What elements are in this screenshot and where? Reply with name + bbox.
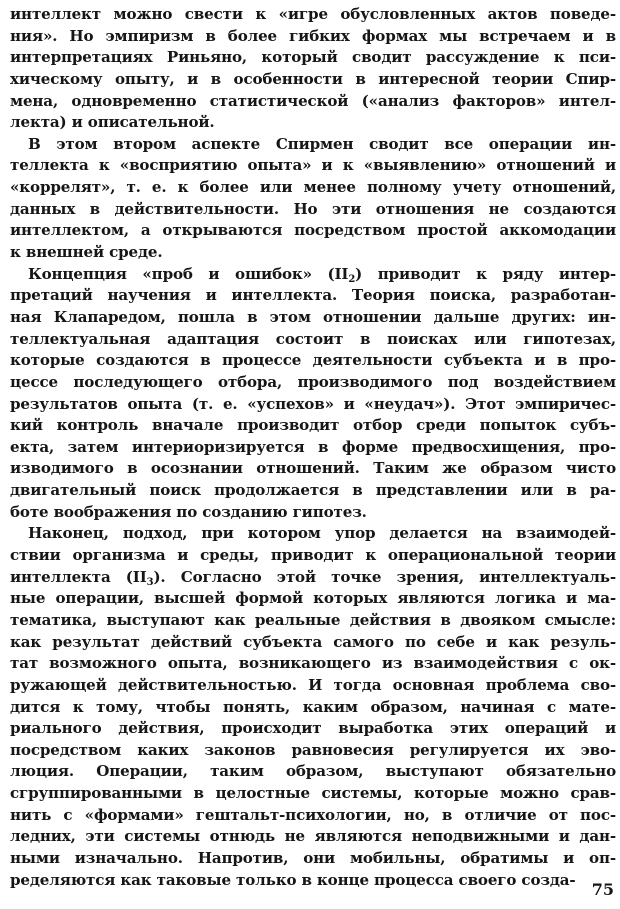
paragraph <box>10 523 616 891</box>
text-line: В этом втором аспекте Спирмен сводит все операции ин- <box>28 134 616 153</box>
text-line: интеллектом, а открываются посредством простой аккомодации <box>10 221 616 240</box>
text-line: которые создаются в процессе деятельности субъекта и в про- <box>10 351 616 370</box>
text-line: интеллект можно свести к «игре обусловленных актов поведе- <box>10 5 616 23</box>
text-line: к внешней среде. <box>10 243 163 262</box>
text-line: сгруппированными в целостные системы, которые можно срав- <box>10 784 616 803</box>
text-line: Концепция «проб и ошибок» $(II_2)$ приводит к ряду интер- <box>28 264 616 285</box>
paragraph <box>10 134 616 264</box>
text-line: «коррелят», т. е. к более или менее полному учету отношений, <box>10 178 616 197</box>
text-line: как результат действий субъекта самого по себе и как резуль- <box>10 632 616 651</box>
text-line: мена, одновременно статистической («анализ факторов» интел- <box>10 91 616 110</box>
text-line: двигательный поиск продолжается в представлении или в ра- <box>10 481 616 500</box>
text-line: посредством каких законов равновесия регулируется их эво- <box>10 740 616 759</box>
body-text <box>10 4 616 891</box>
text-line: теллекта к «восприятию опыта» и к «выявлению» отношений и <box>10 156 616 175</box>
text-line: риального действия, происходит выработка этих операций и <box>10 719 616 738</box>
text-line: цессе последующего отбора, производимого под воздействием <box>10 372 616 391</box>
text-line: теллектуальная адаптация состоит в поисках или гипотезах, <box>10 329 616 348</box>
text-line: кий контроль вначале производит отбор среди попыток субъ- <box>10 416 616 435</box>
text-line: ния». Но эмпиризм в более гибких формах мы встречаем и в <box>10 26 616 45</box>
text-line: интерпретациях Риньяно, который сводит рассуждение к пси- <box>10 48 616 67</box>
text-line: ределяются как таковые только в конце процесса своего созда- <box>10 870 576 889</box>
text-line: ными изначально. Напротив, они мобильны, обратимы и оп- <box>10 848 616 867</box>
text-line: ружающей действительностью. И тогда основная проблема сво- <box>10 675 616 694</box>
text-line: ные операции, высшей формой которых являются логика и ма- <box>10 589 616 608</box>
page-number: 75 <box>591 880 614 899</box>
text-line: хическому опыту, и в особенности в интересной теории Спир- <box>10 69 616 88</box>
text-line: лекта) и описательной. <box>10 113 215 132</box>
text-line: претаций научения и интеллекта. Теория поиска, разработан- <box>10 286 616 305</box>
text-line: дится к тому, чтобы понять, каким образом, начиная с мате- <box>10 697 616 716</box>
text-line: люция. Операции, таким образом, выступают обязательно <box>10 762 616 781</box>
text-line: тематика, выступают как реальные действия в двояком смысле: <box>10 610 616 629</box>
paragraph <box>10 264 616 524</box>
text-line: боте воображения по созданию гипотез. <box>10 502 367 521</box>
paragraph <box>10 4 616 134</box>
text-line: интеллекта $(II_3)$. Согласно этой точке зрения, интеллектуаль- <box>10 567 616 588</box>
text-line: Наконец, подход, при котором упор делается на взаимодей- <box>28 524 616 543</box>
text-line: ледних, эти системы отнюдь не являются неподвижными и дан- <box>10 827 616 846</box>
text-line: ная Клапаредом, пошла в этом отношении дальше других: ин- <box>10 307 616 326</box>
text-line: данных в действительности. Но эти отношения не создаются <box>10 199 616 218</box>
text-line: результатов опыта (т. е. «успехов» и «неудач»). Этот эмпиричес- <box>10 394 616 413</box>
text-line: тат возможного опыта, возникающего из взаимодействия с ок- <box>10 654 616 673</box>
text-line: екта, затем интериоризируется в форме предвосхищения, про- <box>10 437 616 456</box>
text-line: изводимого в осознании отношений. Таким же образом чисто <box>10 459 616 478</box>
text-line: нить с «формами» гештальт-психологии, но, в отличие от пос- <box>10 805 616 824</box>
text-line: ствии организма и среды, приводит к операциональной теории <box>10 546 616 565</box>
